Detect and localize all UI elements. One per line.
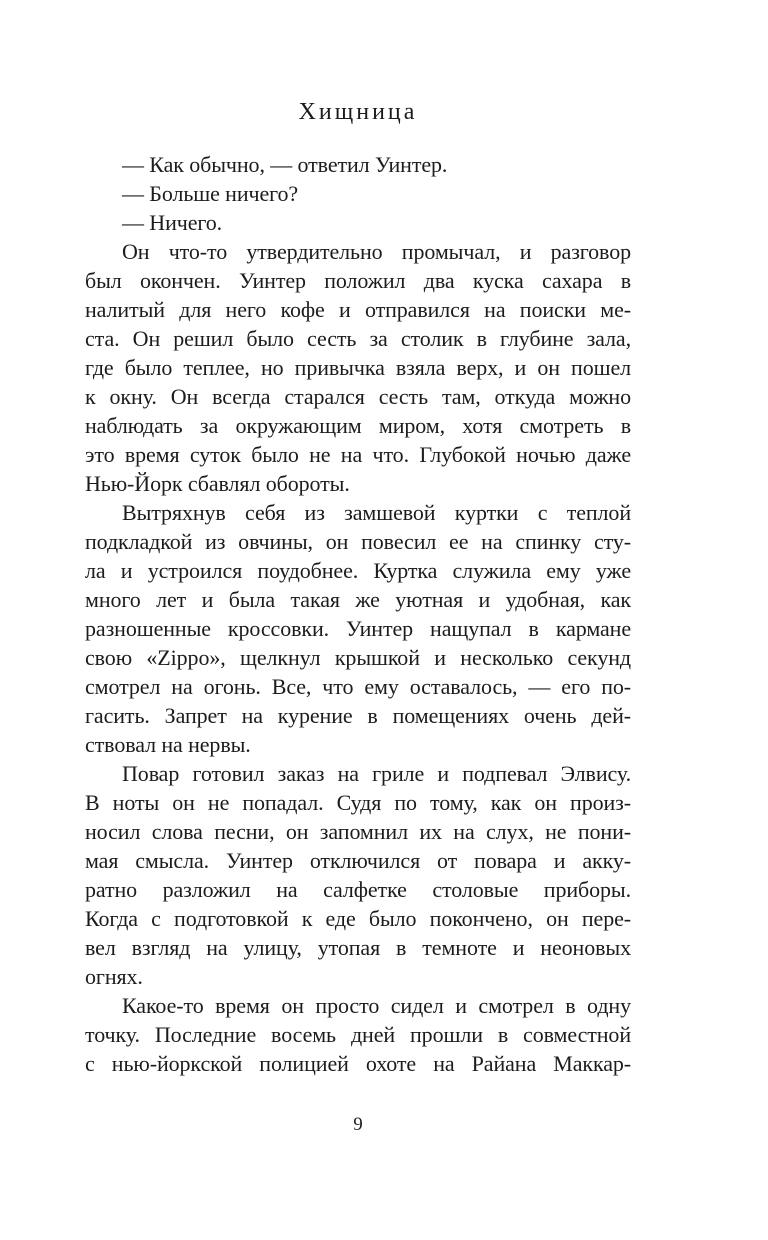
text-line: вел взгляд на улицу, утопая в темноте и неоновых bbox=[85, 935, 631, 960]
text-line: Повар готовил заказ на гриле и подпевал Элвису. bbox=[122, 761, 631, 786]
text-line: точку. Последние восемь дней прошли в совместной bbox=[85, 1022, 631, 1047]
text-line: — Ничего. bbox=[122, 210, 223, 235]
text-line: подкладкой из овчины, он повесил ее на спинку сту- bbox=[85, 529, 631, 554]
text-line: был окончен. Уинтер положил два куска сахара в bbox=[85, 268, 631, 293]
text-line: налитый для него кофе и отправился на поиски ме- bbox=[85, 297, 631, 322]
text-line: где было теплее, но привычка взяла верх, и он пошел bbox=[85, 355, 631, 380]
text-line: огнях. bbox=[85, 964, 143, 989]
text-line: Когда с подготовкой к еде было покончено, он пере- bbox=[85, 906, 631, 931]
text-line: мая смысла. Уинтер отключился от повара и акку- bbox=[85, 848, 631, 873]
text-line: — Больше ничего? bbox=[122, 181, 299, 206]
text-line: свою «Zippo», щелкнул крышкой и несколько секунд bbox=[85, 645, 631, 670]
text-line: гасить. Запрет на курение в помещениях очень дей- bbox=[85, 703, 631, 728]
text-line: это время суток было не на что. Глубокой ночью даже bbox=[85, 442, 631, 467]
text-line: с нью-йоркской полицией охоте на Райана Маккар- bbox=[85, 1051, 631, 1076]
text-line: ратно разложил на салфетке столовые приборы. bbox=[85, 877, 631, 902]
text-line: много лет и была такая же уютная и удобная, как bbox=[85, 587, 631, 612]
text-line: носил слова песни, он запомнил их на слух, не пони- bbox=[85, 819, 631, 844]
text-line: В ноты он не попадал. Судя по тому, как он произ- bbox=[85, 790, 631, 815]
text-line: — Как обычно, — ответил Уинтер. bbox=[122, 152, 448, 177]
text-line: наблюдать за окружающим миром, хотя смотреть в bbox=[85, 413, 631, 438]
running-head-title: Хищница bbox=[298, 99, 418, 125]
text-line: Он что-то утвердительно промычал, и разговор bbox=[122, 239, 631, 264]
text-block bbox=[85, 150, 631, 1078]
text-line: Нью-Йорк сбавлял обороты. bbox=[85, 471, 350, 496]
text-line: к окну. Он всегда старался сесть там, откуда можно bbox=[85, 384, 631, 409]
text-line: смотрел на огонь. Все, что ему оставалось, — его по- bbox=[85, 674, 631, 699]
text-line: ла и устроился поудобнее. Куртка служила ему уже bbox=[85, 558, 631, 583]
page-number: 9 bbox=[353, 1114, 363, 1135]
text-line: Вытряхнув себя из замшевой куртки с теплой bbox=[122, 500, 631, 525]
text-line: ствовал на нервы. bbox=[85, 732, 251, 757]
text-line: Какое-то время он просто сидел и смотрел в одну bbox=[122, 993, 631, 1018]
text-line: разношенные кроссовки. Уинтер нащупал в кармане bbox=[85, 616, 631, 641]
text-line: ста. Он решил было сесть за столик в глубине зала, bbox=[85, 326, 631, 351]
